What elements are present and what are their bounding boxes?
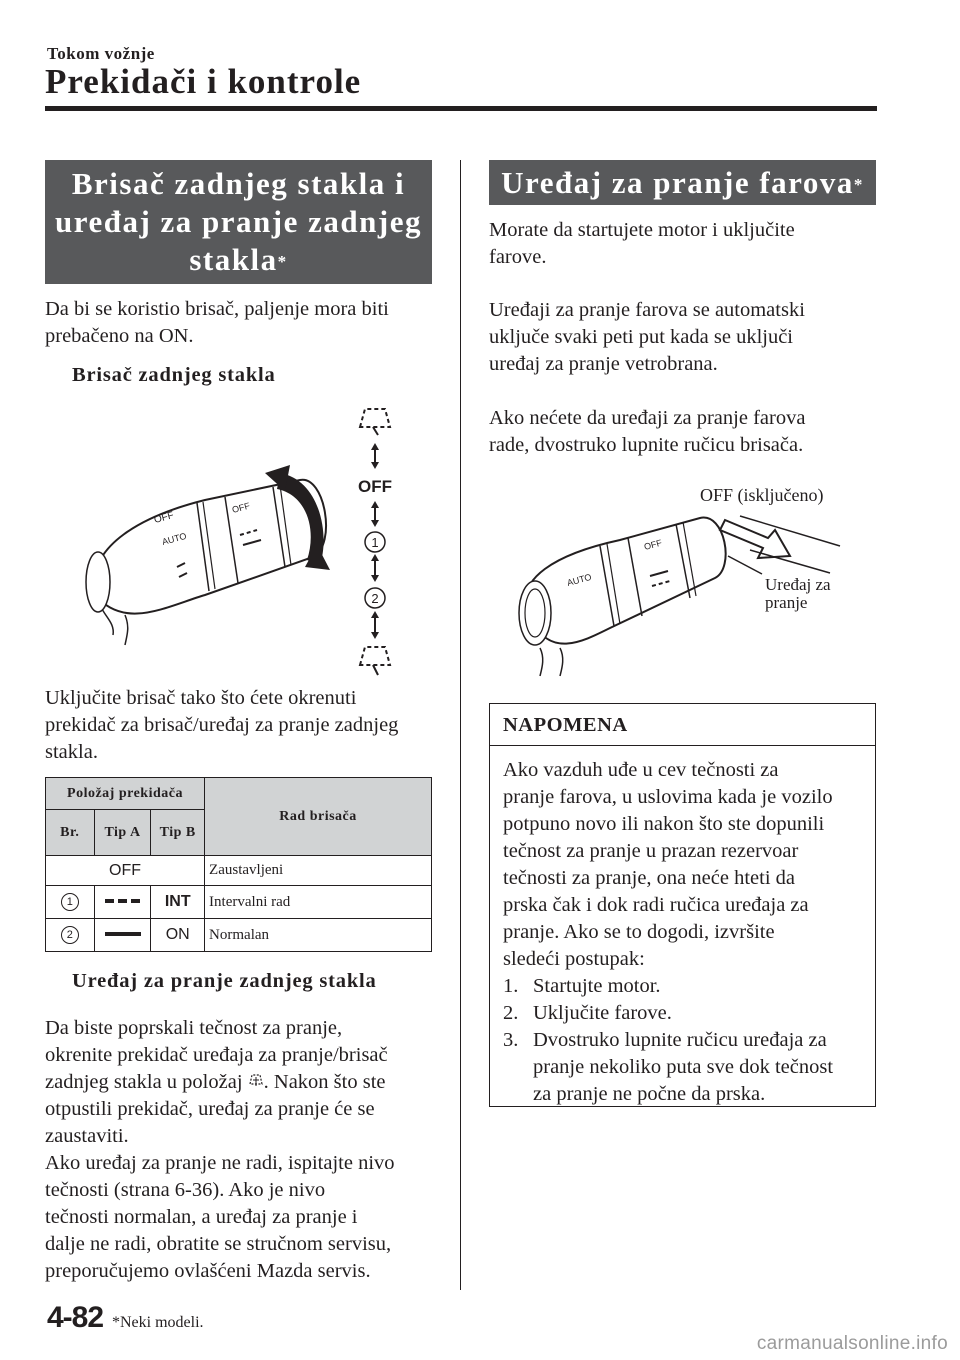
subheading-rear-washer: Uređaj za pranje zadnjeg stakla [72,970,377,992]
note-line: prska čak i dok radi ručica uređaja za [503,894,809,916]
step-number: 1. [503,975,519,997]
washer-callout [765,576,831,612]
table-row [46,856,432,886]
instruction-line: Uključite brisač tako što ćete okrenuti [45,687,357,709]
banner-line-2: uređaj za pranje zadnjeg [55,204,422,239]
step-text: Startujte motor. [533,975,661,997]
note-line: potpuno novo ili nakon što ste dopunili [503,813,825,835]
note-step [503,1000,862,1027]
para-line: Uređaji za pranje farova se automatski [489,299,805,321]
watermark: carmanualsonline.info [756,1333,948,1354]
page-number: 4-82 [47,1301,104,1334]
instruction-line: stakla. [45,741,98,763]
washer-line: zaustaviti. [45,1125,129,1147]
step-text-block [533,1027,833,1108]
instruction-text [45,685,445,766]
washer-line: Ako uređaj za pranje ne radi, ispitajte nivo [45,1152,395,1174]
step-text: Dvostruko lupnite ručicu uređaja za [533,1029,827,1051]
table-row [46,919,432,952]
row-no [46,919,95,952]
header-position: Položaj prekidača [46,778,205,810]
step-number: 3. [503,1029,519,1051]
lever-off-label: OFF [642,537,663,552]
position-2-label: 2 [371,591,379,606]
washer-line: otpustili prekidač, uređaj za pranje će se [45,1098,375,1120]
note-body [490,746,875,1120]
lever-auto-label: AUTO [565,571,593,588]
row-off-switch: OFF [46,856,205,886]
note-box [489,703,876,1107]
section-label: Tokom vožnje [47,44,155,63]
row-operation: Intervalni rad [205,886,432,919]
washer-line: dalje ne radi, obratite se stručnom servisu, [45,1233,392,1255]
header-no: Br. [46,810,95,856]
step-text: za pranje ne počne da prska. [533,1083,766,1105]
note-step [503,1027,862,1108]
row-operation: Zaustavljeni [205,856,432,886]
header-type-a-label: Tip A [104,825,141,840]
rear-wiper-banner [45,160,432,284]
asterisk: * [277,252,288,271]
washer-line: okrenite prekidač uređaja za pranje/brisač [45,1044,388,1066]
page-title: Prekidači i kontrole [45,62,362,101]
header-rule [45,106,877,111]
washer-line: preporučujemo ovlašćeni Mazda servis. [45,1260,371,1282]
banner-line-3: stakla* [189,242,288,277]
para-line: farove. [489,246,547,268]
note-line: pranje. Ako se to dogodi, izvršite [503,921,775,943]
headlight-washer-banner [489,160,876,205]
column-divider [460,160,461,1290]
intro-line: Da bi se koristio brisač, paljenje mora biti [45,298,389,320]
row-type-b: INT [151,886,205,919]
position-1-label: 1 [371,535,379,550]
lever-auto-label: AUTO [160,530,188,547]
banner-text: Uređaj za pranje farova [501,165,854,200]
washer-line: tečnosti (strana 6-36). Ako je nivo [45,1179,326,1201]
row-operation: Normalan [205,919,432,952]
washer-text [45,1015,450,1285]
off-callout: OFF (isključeno) [700,485,824,505]
header-operation: Rad brisača [205,778,432,856]
headlight-para-1 [489,217,889,271]
table-row [46,886,432,919]
note-line: tečnost za pranje u prazan rezervoar [503,840,799,862]
instruction-line: prekidač za brisač/uređaj za pranje zadnjeg [45,714,399,736]
lever-off2-label: OFF [230,500,251,515]
para-line: uređaj za pranje vetrobrana. [489,353,718,375]
washer-line: zadnjeg stakla u položaj . Nakon što ste [45,1071,386,1093]
rear-wiper-lever-illustration [85,395,415,685]
intro-text [45,296,445,350]
note-line: Ako vazduh uđe u cev tečnosti za [503,759,779,781]
note-line: pranje farova, u uslovima kada je vozilo [503,786,833,808]
washer-line: tečnosti normalan, a uređaj za pranje i [45,1206,358,1228]
asterisk: * [853,175,864,194]
washer-callout-line: Uređaj za [765,575,831,594]
banner-line-1: Brisač zadnjeg stakla i [71,166,406,201]
para-line: Morate da startujete motor i uključite [489,219,795,241]
row-no [46,886,95,919]
note-line: tečnosti za pranje, ona neće hteti da [503,867,795,889]
para-line: uključe svaki peti put kada se uključi [489,326,794,348]
dashed-line-symbol [94,886,151,919]
position-number: 2 [61,926,79,944]
washer-callout-line: pranje [765,593,808,612]
header-type-b: Tip B [151,810,205,856]
off-position-label: OFF [358,477,392,496]
position-number: 1 [61,893,79,911]
note-step [503,973,862,1000]
washer-line: Da biste poprskali tečnost za pranje, [45,1017,343,1039]
note-title: NAPOMENA [490,704,875,746]
footnote: *Neki modeli. [112,1314,204,1331]
subheading-rear-wiper: Brisač zadnjeg stakla [72,364,276,386]
step-text: Uključite farove. [533,1002,672,1024]
para-line: rade, dvostruko lupnite ručicu brisača. [489,434,804,456]
solid-line-symbol [94,919,151,952]
header-type-a [94,810,151,856]
switch-position-table [45,777,432,952]
intro-line: prebačeno na ON. [45,325,194,347]
note-line: sledeći postupak: [503,948,645,970]
lever-off-label: OFF [152,510,176,526]
para-line: Ako nećete da uređaji za pranje farova [489,407,806,429]
row-type-b: ON [151,919,205,952]
headlight-para-3 [489,405,889,459]
washer-icon [248,1072,264,1090]
wiper-position-top-icon [360,409,390,435]
wiper-position-bottom-icon [360,647,390,675]
step-text: pranje nekoliko puta sve dok tečnost [533,1056,834,1078]
headlight-para-2 [489,297,889,378]
step-number: 2. [503,1002,519,1024]
